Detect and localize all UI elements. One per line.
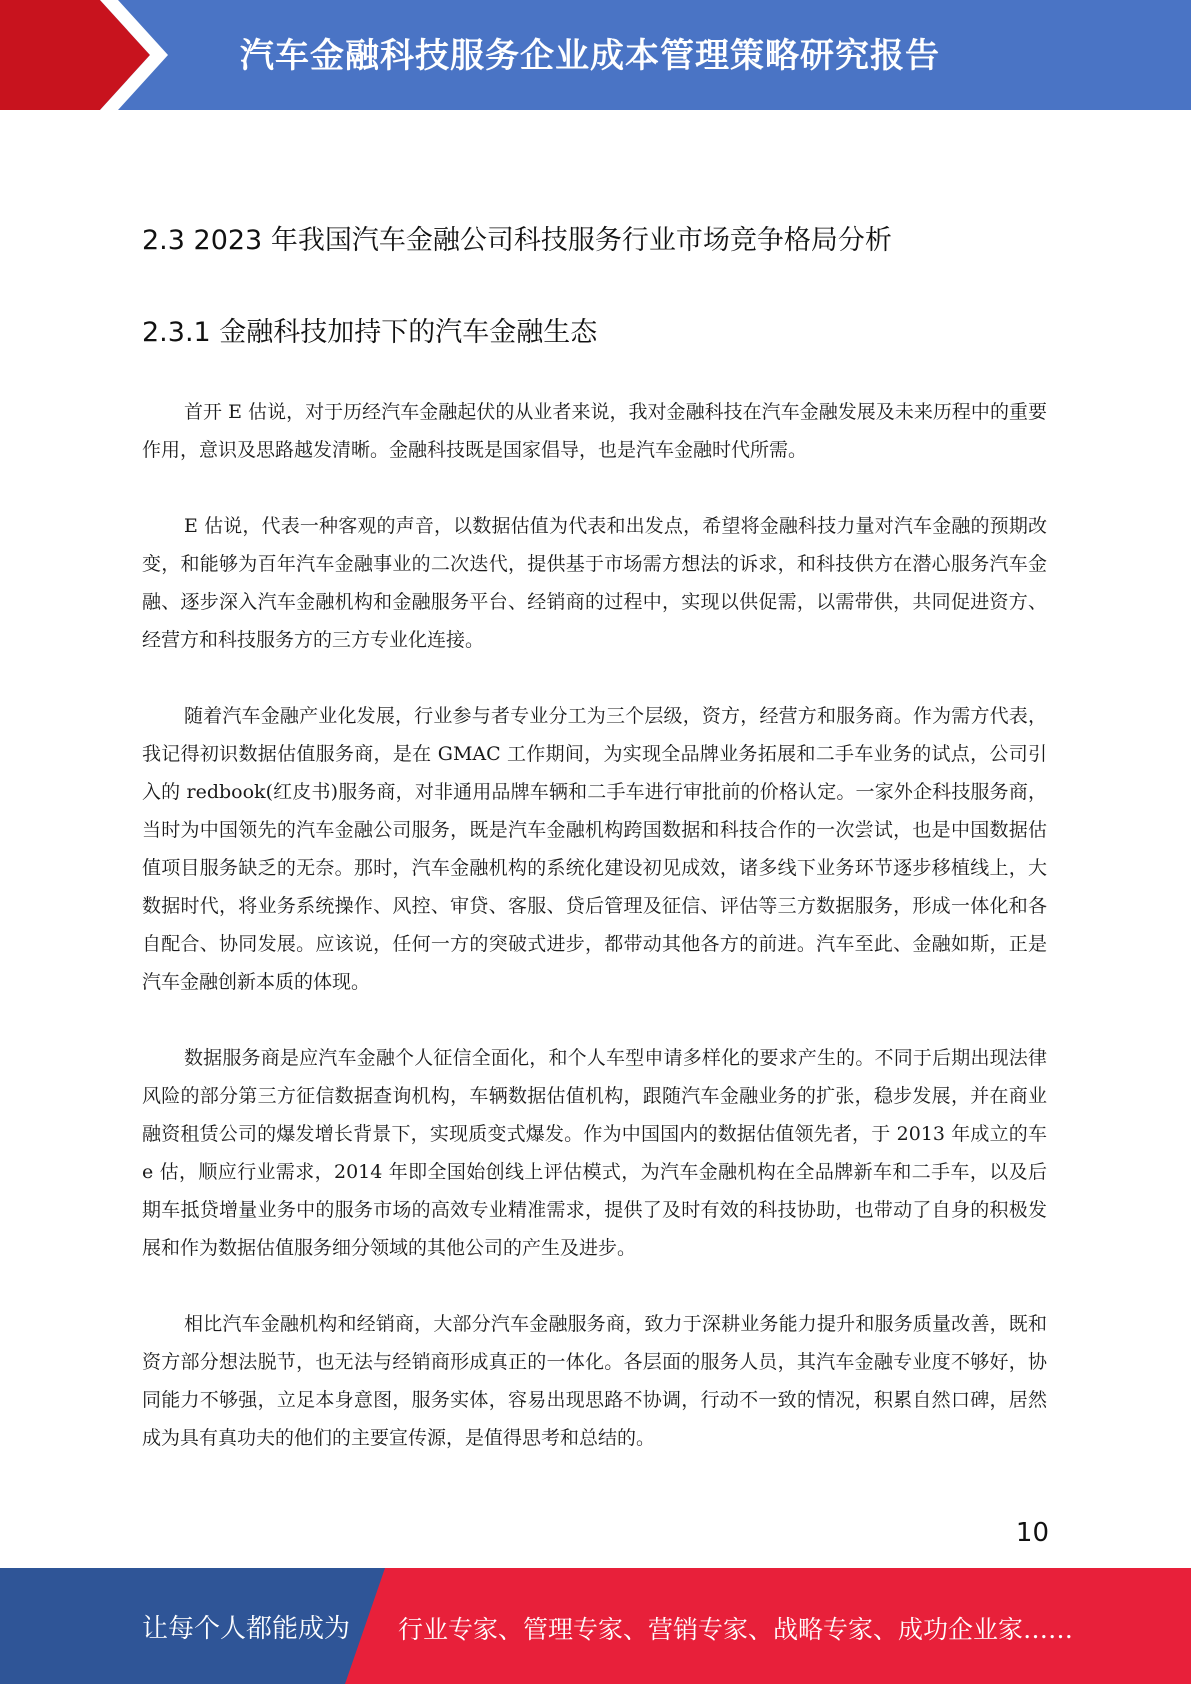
footer-roles: 行业专家、管理专家、营销专家、战略专家、成功企业家…… <box>398 1615 1074 1644</box>
section-heading: 2.3 2023 年我国汽车金融公司科技服务行业市场竞争格局分析 <box>142 225 892 256</box>
footer-slogan: 让每个人都能成为 <box>142 1614 351 1644</box>
paragraph: 首开 E 估说，对于历经汽车金融起伏的从业者来说，我对金融科技在汽车金融发展及未来历程中的重要作用，意识及思路越发清晰。金融科技既是国家倡导，也是汽车金融时代所需。 <box>142 401 1047 461</box>
subsection-heading: 2.3.1 金融科技加持下的汽车金融生态 <box>142 317 598 348</box>
body-text <box>142 393 1047 1495</box>
paragraph: 数据服务商是应汽车金融个人征信全面化，和个人车型申请多样化的要求产生的。不同于后期出现法律风险的部分第三方征信数据查询机构，车辆数据估值机构，跟随汽车金融业务的扩张，稳步发展，并在商业融资租赁公司的爆发增长背景下，实现质变式爆发。作为中国国内的数据估值领先者，于 2013 年成立的车 e 估，顺应行业需求，2014 年即全国始创线上评估模式，为汽车金融机构在全品牌新车和二手车，以及后期车抵贷增量业务中的服务市场的高效专业精准需求，提供了及时有效的科技协助，也带动了自身的积极发展和作为数据估值服务细分领域的其他公司的产生及进步。 <box>142 1047 1047 1259</box>
footer-banner <box>0 1568 1191 1684</box>
header-banner <box>0 0 1191 110</box>
chevron-decoration-icon <box>0 0 200 110</box>
paragraph: 随着汽车金融产业化发展，行业参与者专业分工为三个层级，资方，经营方和服务商。作为需方代表，我记得初识数据估值服务商，是在 GMAC 工作期间，为实现全品牌业务拓展和二手车业务的试点，公司引入的 redbook(红皮书)服务商，对非通用品牌车辆和二手车进行审批前的价格认定。一家外企科技服务商，当时为中国领先的汽车金融公司服务，既是汽车金融机构跨国数据和科技合作的一次尝试，也是中国数据估值项目服务缺乏的无奈。那时，汽车金融机构的系统化建设初见成效，诸多线下业务环节逐步移植线上，大数据时代，将业务系统操作、风控、审贷、客服、贷后管理及征信、评估等三方数据服务，形成一体化和各自配合、协同发展。应该说，任何一方的突破式进步，都带动其他各方的前进。汽车至此、金融如斯，正是汽车金融创新本质的体现。 <box>142 705 1047 993</box>
paragraph: E 估说，代表一种客观的声音，以数据估值为代表和出发点，希望将金融科技力量对汽车金融的预期改变，和能够为百年汽车金融事业的二次迭代，提供基于市场需方想法的诉求，和科技供方在潜心服务汽车金融、逐步深入汽车金融机构和金融服务平台、经销商的过程中，实现以供促需，以需带供，共同促进资方、经营方和科技服务方的三方专业化连接。 <box>142 515 1047 651</box>
page-number: 10 <box>1015 1518 1049 1548</box>
report-title: 汽车金融科技服务企业成本管理策略研究报告 <box>240 36 940 76</box>
paragraph: 相比汽车金融机构和经销商，大部分汽车金融服务商，致力于深耕业务能力提升和服务质量改善，既和资方部分想法脱节，也无法与经销商形成真正的一体化。各层面的服务人员，其汽车金融专业度不够好，协同能力不够强，立足本身意图，服务实体，容易出现思路不协调，行动不一致的情况，积累自然口碑，居然成为具有真功夫的他们的主要宣传源，是值得思考和总结的。 <box>142 1313 1047 1449</box>
